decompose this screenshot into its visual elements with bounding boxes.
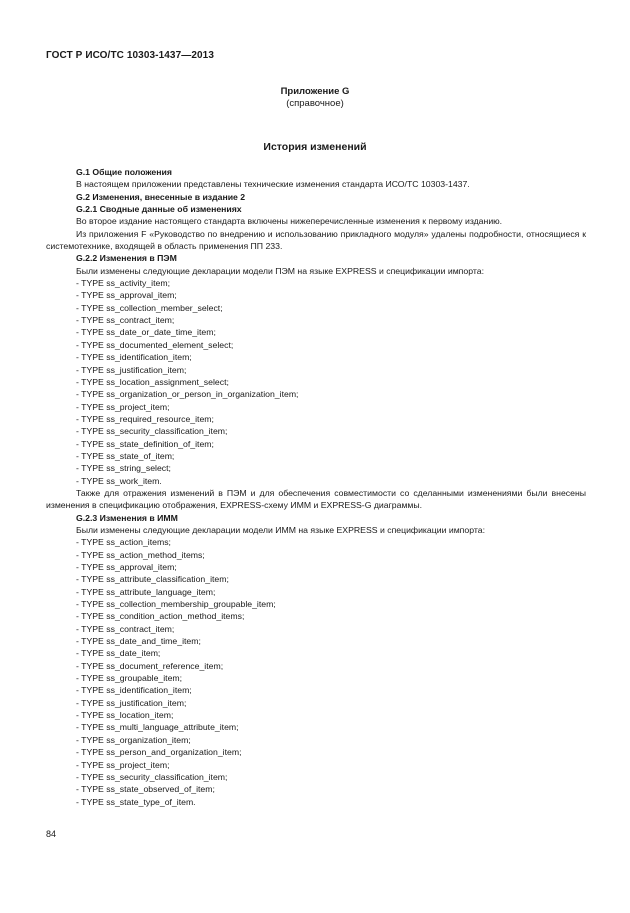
type-list-imm xyxy=(46,536,586,808)
list-item: - TYPE ss_collection_member_select; xyxy=(76,302,223,313)
list-item: - TYPE ss_string_select; xyxy=(76,463,171,474)
page-number: 84 xyxy=(46,829,57,839)
list-item: - TYPE ss_project_item; xyxy=(76,401,170,412)
list-item: - TYPE ss_location_assignment_select; xyxy=(76,376,229,387)
paragraph-g1: В настоящем приложении представлены технические изменения стандарта ИСО/ТС 10303-1437. xyxy=(76,179,470,190)
list-item: - TYPE ss_approval_item; xyxy=(76,290,177,301)
list-item: - TYPE ss_contract_item; xyxy=(76,623,175,634)
list-item: - TYPE ss_state_definition_of_item; xyxy=(76,438,214,449)
list-item: - TYPE ss_document_reference_item; xyxy=(76,660,224,671)
list-item: - TYPE ss_security_classification_item; xyxy=(76,771,228,782)
list-item: - TYPE ss_action_items; xyxy=(76,537,171,548)
list-item: - TYPE ss_date_item; xyxy=(76,648,161,659)
list-item: - TYPE ss_condition_action_method_items; xyxy=(76,611,245,622)
list-item: - TYPE ss_security_classification_item; xyxy=(76,426,228,437)
list-item: - TYPE ss_state_type_of_item. xyxy=(76,796,196,807)
list-item: - TYPE ss_work_item. xyxy=(76,475,162,486)
annex-title: Приложение G xyxy=(280,86,350,97)
standard-header: ГОСТ Р ИСО/ТС 10303-1437—2013 xyxy=(46,50,214,61)
paragraph-g21-2: Из приложения F «Руководство по внедрению и использованию прикладного модуля» удалены подробности, относящиеся к системотехнике, входящей в область применения ПП 233. xyxy=(46,228,586,252)
list-item: - TYPE ss_state_observed_of_item; xyxy=(76,784,215,795)
list-item: - TYPE ss_person_and_organization_item; xyxy=(76,747,242,758)
list-item: - TYPE ss_contract_item; xyxy=(76,315,175,326)
list-item: - TYPE ss_identification_item; xyxy=(76,352,192,363)
list-item: - TYPE ss_required_resource_item; xyxy=(76,413,214,424)
section-heading-g21: G.2.1 Сводные данные об изменениях xyxy=(76,204,242,215)
paragraph-g21-1: Во второе издание настоящего стандарта включены нижеперечисленные изменения к первому изданию. xyxy=(76,216,503,227)
list-item: - TYPE ss_state_of_item; xyxy=(76,450,175,461)
history-title: История изменений xyxy=(263,141,367,153)
paragraph-g22-intro: Были изменены следующие декларации модели ПЭМ на языке EXPRESS и спецификации импорта: xyxy=(76,265,484,276)
list-item: - TYPE ss_date_and_time_item; xyxy=(76,636,201,647)
section-heading-g22: G.2.2 Изменения в ПЭМ xyxy=(76,253,177,264)
list-item: - TYPE ss_attribute_language_item; xyxy=(76,586,216,597)
document-body xyxy=(46,166,586,808)
list-item: - TYPE ss_organization_item; xyxy=(76,734,191,745)
list-item: - TYPE ss_identification_item; xyxy=(76,685,192,696)
paragraph-g23-intro: Были изменены следующие декларации модели ИММ на языке EXPRESS и спецификации импорта: xyxy=(76,524,485,535)
list-item: - TYPE ss_justification_item; xyxy=(76,697,187,708)
list-item: - TYPE ss_collection_membership_groupable_item; xyxy=(76,599,276,610)
section-heading-g2: G.2 Изменения, внесенные в издание 2 xyxy=(76,191,246,202)
list-item: - TYPE ss_documented_element_select; xyxy=(76,339,234,350)
section-heading-g23: G.2.3 Изменения в ИММ xyxy=(76,512,178,523)
paragraph-g22-outro: Также для отражения изменений в ПЭМ и для обеспечения совместимости со сделанными изменениями были внесены изменения в спецификацию отображения, EXPRESS-схему ИММ и EXPRESS-G диаграммы. xyxy=(46,487,586,511)
list-item: - TYPE ss_date_or_date_time_item; xyxy=(76,327,216,338)
list-item: - TYPE ss_location_item; xyxy=(76,710,174,721)
annex-subtitle: (справочное) xyxy=(286,98,344,109)
type-list-pem xyxy=(46,277,586,487)
list-item: - TYPE ss_activity_item; xyxy=(76,278,170,289)
list-item: - TYPE ss_organization_or_person_in_organization_item; xyxy=(76,389,299,400)
list-item: - TYPE ss_attribute_classification_item; xyxy=(76,574,229,585)
list-item: - TYPE ss_approval_item; xyxy=(76,562,177,572)
list-item: - TYPE ss_multi_language_attribute_item; xyxy=(76,722,239,733)
list-item: - TYPE ss_project_item; xyxy=(76,759,170,770)
section-heading-g1: G.1 Общие положения xyxy=(76,167,172,177)
list-item: - TYPE ss_action_method_items; xyxy=(76,549,205,560)
list-item: - TYPE ss_groupable_item; xyxy=(76,673,183,684)
list-item: - TYPE ss_justification_item; xyxy=(76,364,187,375)
